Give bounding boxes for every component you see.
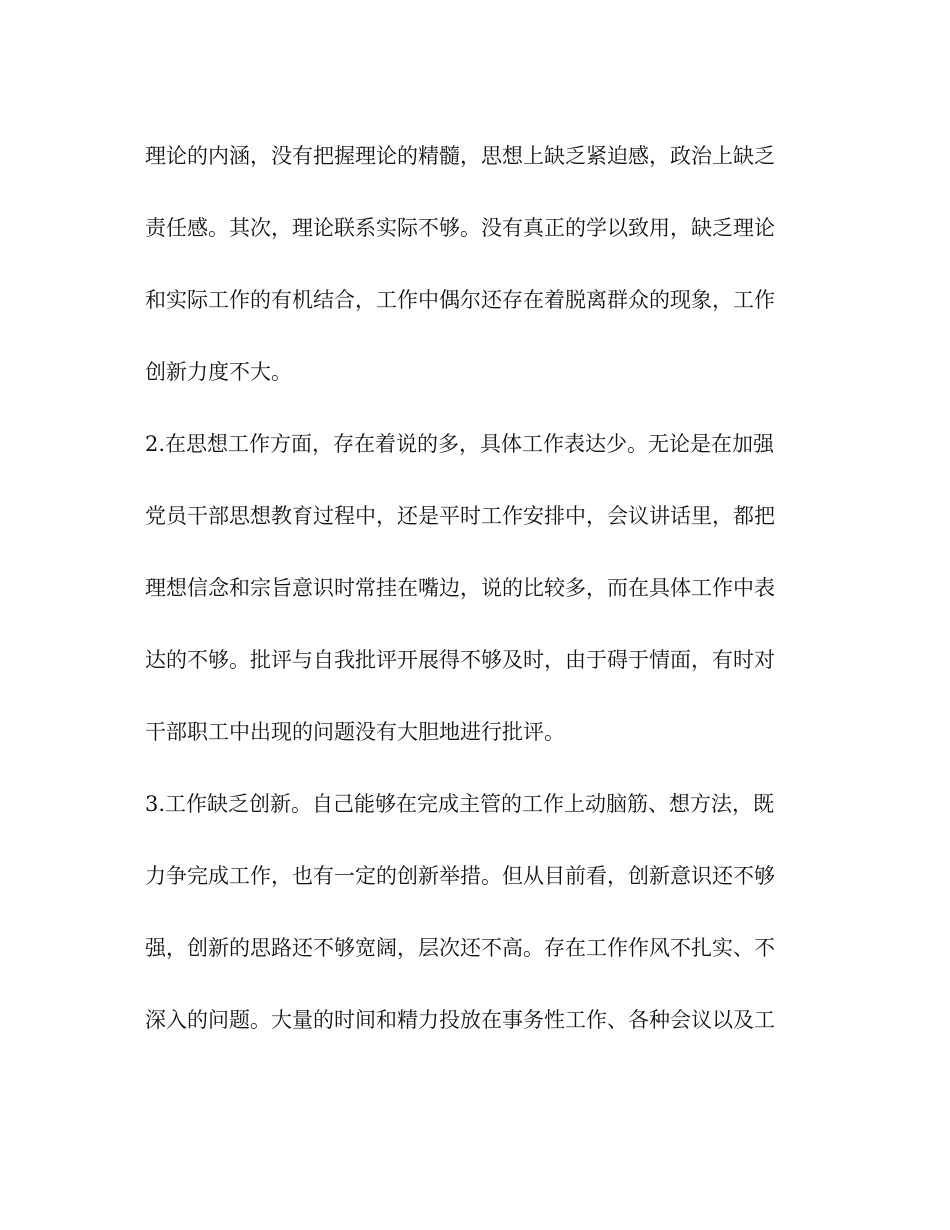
- text-line: 强，创新的思路还不够宽阔，层次还不高。存在工作作风不扎实、不: [145, 936, 775, 960]
- text-line: 深入的问题。大量的时间和精力投放在事务性工作、各种会议以及工: [145, 1008, 775, 1032]
- text-line: 3.工作缺乏创新。自己能够在完成主管的工作上动脑筋、想方法，既: [145, 792, 775, 816]
- text-line: 理论的内涵，没有把握理论的精髓，思想上缺乏紧迫感，政治上缺乏: [145, 144, 775, 168]
- text-line: 2.在思想工作方面，存在着说的多，具体工作表达少。无论是在加强: [145, 432, 775, 456]
- text-line: 党员干部思想教育过程中，还是平时工作安排中，会议讲话里，都把: [145, 504, 775, 528]
- text-line: 力争完成工作，也有一定的创新举措。但从目前看，创新意识还不够: [145, 864, 775, 888]
- text-line: 理想信念和宗旨意识时常挂在嘴边，说的比较多，而在具体工作中表: [145, 576, 775, 600]
- text-line: 和实际工作的有机结合，工作中偶尔还存在着脱离群众的现象，工作: [145, 288, 775, 312]
- text-line: 达的不够。批评与自我批评开展得不够及时，由于碍于情面，有时对: [145, 648, 775, 672]
- text-line: 创新力度不大。: [145, 360, 292, 384]
- text-line: 责任感。其次，理论联系实际不够。没有真正的学以致用，缺乏理论: [145, 216, 775, 240]
- text-line: 干部职工中出现的问题没有大胆地进行批评。: [145, 720, 565, 744]
